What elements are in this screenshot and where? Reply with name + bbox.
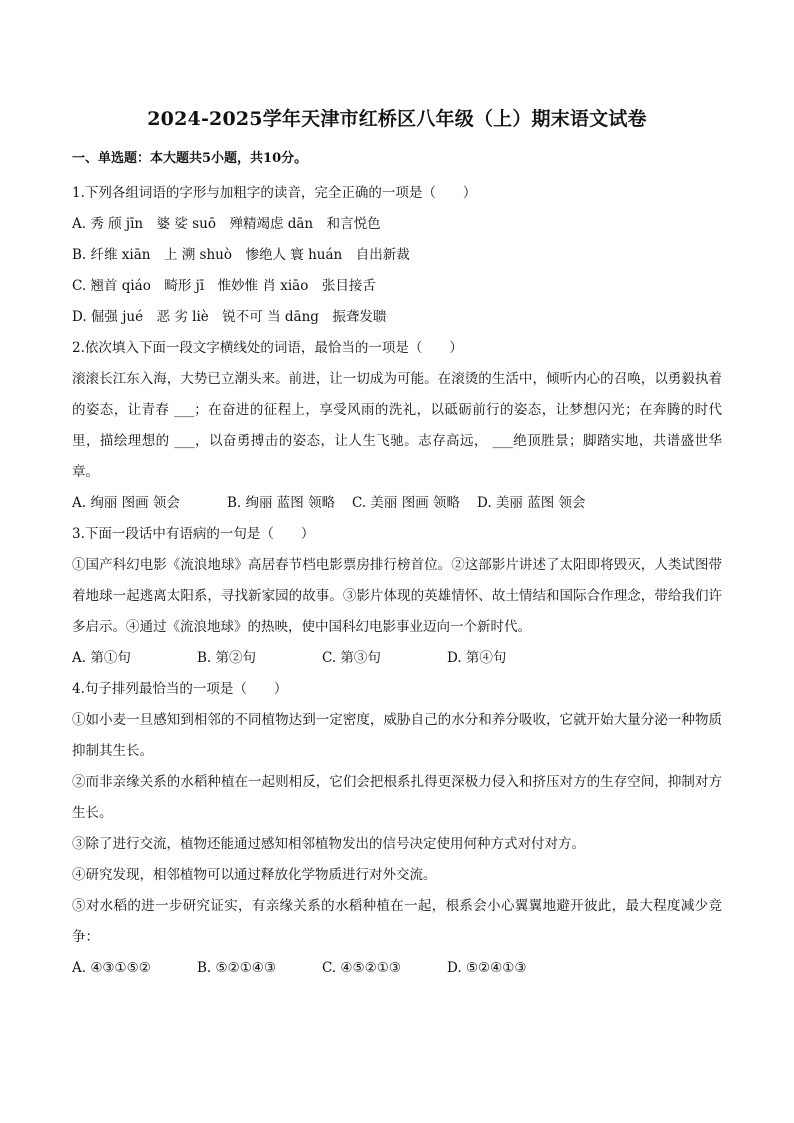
option-b: B. 纤维 xiān 上 溯 shuò 惨绝人 寰 huán 自出新裁 bbox=[72, 247, 410, 263]
option-c: C. ④⑤②①③ bbox=[322, 960, 401, 976]
question-stem: 2.依次填入下面一段文字横线处的词语，最恰当的一项是（ ） bbox=[72, 340, 463, 356]
sentence-5: ⑤对水稻的进一步研究证实，有亲缘关系的水稻种植在一起，根系会小心翼翼地避开彼此，最大程度减少竞争： bbox=[72, 898, 722, 945]
question-passage: 滚滚长江东入海，大势已立潮头来。前进，让一切成为可能。在滚烫的生活中，倾听内心的召唤，以勇毅执着的姿态，让青春 ___；在奋进的征程上，享受风雨的洗礼，以砥砺前行的姿态，让梦想闪光；在奔腾的时代里，描绘理想的 ___，以奋勇搏击的姿态，让人生飞驰。志存高远， ___绝顶胜景；脚踏实地，共谱盛世华章。 bbox=[72, 371, 722, 480]
option-d: D. 美丽 蓝图 领会 bbox=[477, 495, 586, 511]
options-row bbox=[72, 953, 722, 984]
question-2 bbox=[72, 333, 722, 519]
option-c: C. 美丽 图画 领略 bbox=[352, 495, 461, 511]
option-d: D. ⑤②④①③ bbox=[447, 960, 527, 976]
question-1 bbox=[72, 178, 722, 333]
option-d: D. 倔强 jué 恶 劣 liè 锐不可 当 dāng 振聋发聩 bbox=[72, 309, 387, 325]
sentence-3: ③除了进行交流，植物还能通过感知相邻植物发出的信号决定使用何种方式对付对方。 bbox=[72, 836, 585, 852]
option-a: A. 绚丽 图画 领会 bbox=[72, 495, 180, 511]
option-a: A. 第①句 bbox=[72, 650, 131, 666]
sentence-2: ②而非亲缘关系的水稻种植在一起则相反，它们会把根系扎得更深极力侵入和挤压对方的生存空间，抑制对方生长。 bbox=[72, 774, 722, 821]
option-a: A. ④③①⑤② bbox=[72, 960, 151, 976]
question-stem: 4.句子排列最恰当的一项是（ ） bbox=[72, 681, 288, 697]
question-3 bbox=[72, 519, 722, 674]
option-d: D. 第④句 bbox=[447, 650, 507, 666]
option-b: B. ⑤②①④③ bbox=[197, 960, 277, 976]
sentence-1: ①如小麦一旦感知到相邻的不同植物达到一定密度，威胁自己的水分和养分吸收，它就开始大量分泌一种物质抑制其生长。 bbox=[72, 712, 722, 759]
options-row bbox=[72, 488, 722, 519]
sentence-4: ④研究发现，相邻植物可以通过释放化学物质进行对外交流。 bbox=[72, 867, 437, 883]
question-stem: 1.下列各组词语的字形与加粗字的读音，完全正确的一项是（ ） bbox=[72, 185, 477, 201]
option-b: B. 第②句 bbox=[197, 650, 257, 666]
options-row bbox=[72, 643, 722, 674]
option-a: A. 秀 颀 jīn 婆 娑 suō 殚精竭虑 dān 和言悦色 bbox=[72, 216, 381, 232]
section-heading: 一、单选题：本大题共5小题，共10分。 bbox=[72, 151, 308, 166]
option-c: C. 第③句 bbox=[322, 650, 381, 666]
page-title: 2024-2025学年天津市红桥区八年级（上）期末语文试卷 bbox=[147, 108, 647, 130]
question-4 bbox=[72, 674, 722, 984]
option-b: B. 绚丽 蓝图 领略 bbox=[227, 495, 336, 511]
question-passage: ①国产科幻电影《流浪地球》高居春节档电影票房排行榜首位。②这部影片讲述了太阳即将毁灭，人类试图带着地球一起逃离太阳系，寻找新家园的故事。③影片体现的英雄情怀、故土情结和国际合作理念，带给我们许多启示。④通过《流浪地球》的热映，使中国科幻电影事业迈向一个新时代。 bbox=[72, 557, 722, 635]
option-c: C. 翘首 qiáo 畸形 jī 惟妙惟 肖 xiāo 张目接舌 bbox=[72, 278, 376, 294]
question-stem: 3.下面一段话中有语病的一句是（ ） bbox=[72, 526, 315, 542]
